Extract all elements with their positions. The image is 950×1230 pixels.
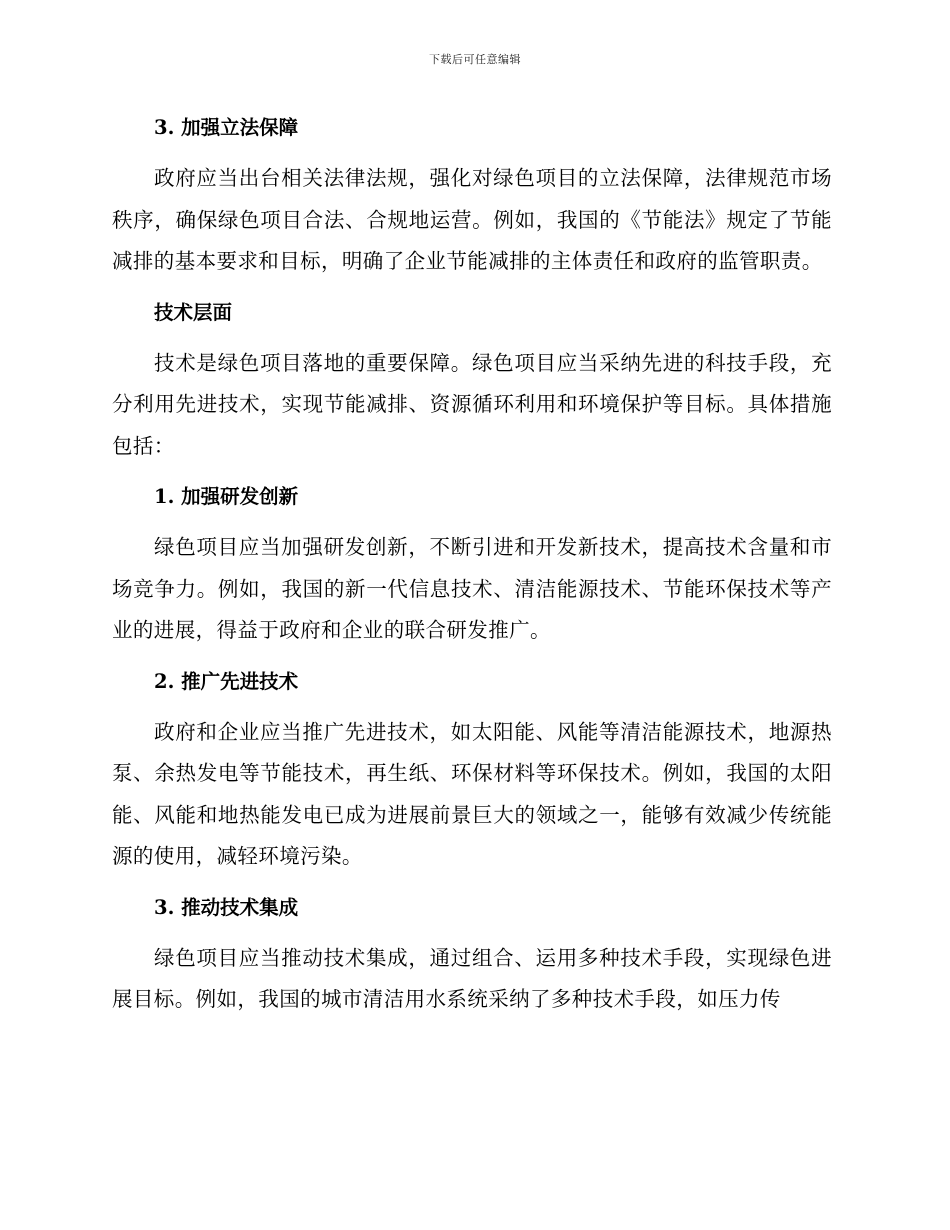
section-heading-legislation: 3. 加强立法保障 bbox=[154, 116, 299, 139]
section-heading-integration: 3. 推动技术集成 bbox=[154, 895, 299, 919]
paragraph-legislation: 政府应当出台相关法律法规，强化对绿色项目的立法保障，法律规范市场秩序，确保绿色项目合法、合规地运营。例如，我国的《节能法》规定了节能减排的基本要求和目标，明确了企业节能减排的主体责任和政府的监管职责。 bbox=[112, 166, 832, 273]
section-heading-rnd: 1. 加强研发创新 bbox=[154, 485, 299, 508]
section-heading-technology: 技术层面 bbox=[154, 300, 233, 324]
paragraph-technology: 技术是绿色项目落地的重要保障。绿色项目应当采纳先进的科技手段，充分利用先进技术，实现节能减排、资源循环利用和环境保护等目标。具体措施包括： bbox=[112, 350, 832, 458]
document-body bbox=[112, 108, 832, 1031]
section-heading-promotion: 2. 推广先进技术 bbox=[154, 669, 299, 693]
paragraph-integration: 绿色项目应当推动技术集成，通过组合、运用多种技术手段，实现绿色进展目标。例如，我国的城市清洁用水系统采纳了多种技术手段，如压力传 bbox=[112, 945, 832, 1011]
paragraph-rnd: 绿色项目应当加强研发创新，不断引进和开发新技术，提高技术含量和市场竞争力。例如，我国的新一代信息技术、清洁能源技术、节能环保技术等产业的进展，得益于政府和企业的联合研发推广。 bbox=[112, 535, 832, 642]
paragraph-promotion: 政府和企业应当推广先进技术，如太阳能、风能等清洁能源技术，地源热泵、余热发电等节能技术，再生纸、环保材料等环保技术。例如，我国的太阳能、风能和地热能发电已成为进展前景巨大的领域之一，能够有效减少传统能源的使用，减轻环境污染。 bbox=[112, 719, 832, 868]
page-header-note: 下载后可任意编辑 bbox=[429, 53, 521, 66]
